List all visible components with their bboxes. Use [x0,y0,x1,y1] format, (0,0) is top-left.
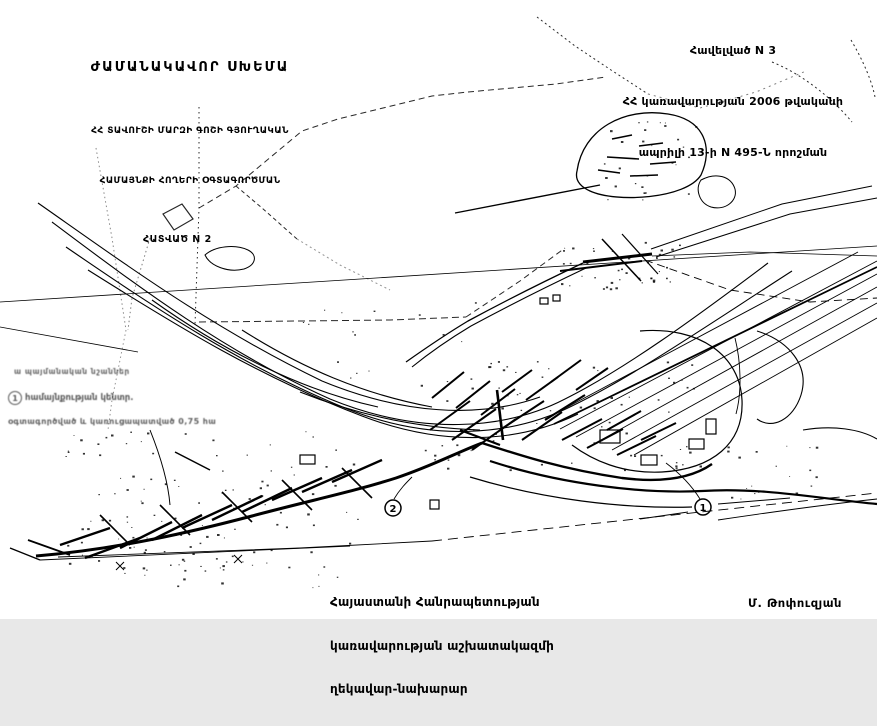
map-subtitle-line2: ՀԱՄԱՅՆՔԻ ՀՈՂԵՐԻ ՕԳՏԱԳՈՐԾՄԱՆ [99,176,281,186]
legend-line1: ա պայմանական նշաններ [14,367,130,376]
map-title: ԺԱՄԱՆԱԿԱՎՈՐ ՍԽԵՄԱ [90,60,290,75]
map-marker-1 [695,499,711,515]
legend-line2 [8,391,133,405]
appendix-reference-block [593,6,873,197]
legend-block [8,365,238,460]
appendix-line1: Հավելված N 3 [689,44,777,57]
legend-line2-text: համայնքության կենտր. [25,393,134,403]
signatory-line1: Հայաստանի Հանրապետության [330,595,540,609]
central-settlement [300,295,716,509]
signatory-line2: կառավարության աշխատակազմի [330,638,555,653]
map-marker-1-label: 1 [699,503,707,514]
map-marker-2 [385,500,401,516]
appendix-line3: ապրիլի 13-ի N 495-Ն որոշման [638,146,828,159]
map-marker-2-label: 2 [389,504,397,515]
map-section-label: ՀԱՏՎԱԾ N 2 [143,234,212,245]
signatory-title-block [330,566,554,726]
map-subtitle-line1: ՀՀ ՏԱՎՈՒՇԻ ՄԱՐԶԻ ԳՈՇԻ ԳՅՈՒՂԱԿԱՆ [91,126,289,136]
legend-marker-icon: 1 [8,391,22,405]
signature-name: Մ. Թոփուզյան [748,596,842,610]
legend-line3: օգտագործված և կառուցապատված 0,75 հա [8,417,217,426]
appendix-line2: ՀՀ կառավարության 2006 թվականի [622,95,844,108]
ne-track-bundle [545,252,877,455]
map-title-block [55,22,325,283]
signatory-line3: ղեկավար-նախարար [330,682,468,696]
road-junction [406,185,877,367]
